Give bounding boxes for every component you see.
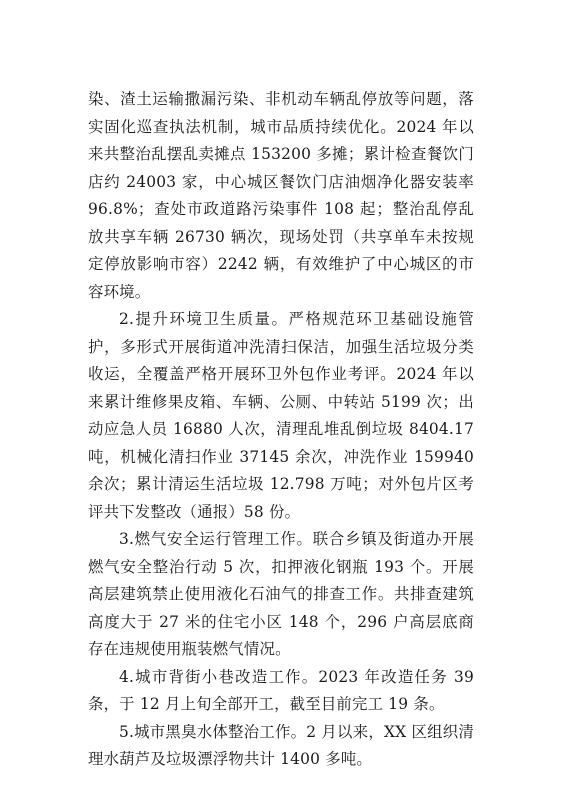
paragraph-gas-safety: 3.燃气安全运行管理工作。联合乡镇及街道办开展燃气安全整治行动 5 次，扣押液化钢瓶 193 个。开展高层建筑禁止使用液化石油气的排查工作。共排查建筑高度大于 27 米的住宅小区 148 个，296 户高层底商存在违规使用瓶装燃气情况。 (88, 530, 474, 658)
document-page (88, 86, 474, 774)
paragraph-sanitation-quality: 2.提升环境卫生质量。严格规范环卫基础设施管护，多形式开展街道冲洗清扫保洁，加强生活垃圾分类收运，全覆盖严格开展环卫外包作业考评。2024 年以来累计维修果皮箱、车辆、公厕、中转站 5199 次；出动应急人员 16880 人次，清理乱堆乱倒垃圾 8404.17 吨，机械化清扫作业 37145 余次，冲洗作业 159940 余次；累计清运生活垃圾 12.798 万吨；对外包片区考评共下发整改（通报）58 份。 (88, 310, 474, 521)
paragraph-back-street-renovation: 4.城市背街小巷改造工作。2023 年改造任务 39 条，于 12 月上旬全部开工，截至目前完工 19 条。 (88, 667, 474, 713)
paragraph-black-odorous-water: 5.城市黑臭水体整治工作。2 月以来，XX 区组织清理水葫芦及垃圾漂浮物共计 1400 多吨。 (88, 722, 474, 768)
paragraph-city-appearance: 染、渣土运输撒漏污染、非机动车辆乱停放等问题，落实固化巡查执法机制，城市品质持续优化。2024 年以来共整治乱摆乱卖摊点 153200 多摊；累计检查餐饮门店约 24003 家，中心城区餐饮门店油烟净化器安装率 96.8%；查处市政道路污染事件 108 起；整治乱停乱放共享车辆 26730 辆次，现场处罚（共享单车未按规定停放影响市容）2242 辆，有效维护了中心城区的市容环境。 (88, 90, 474, 301)
